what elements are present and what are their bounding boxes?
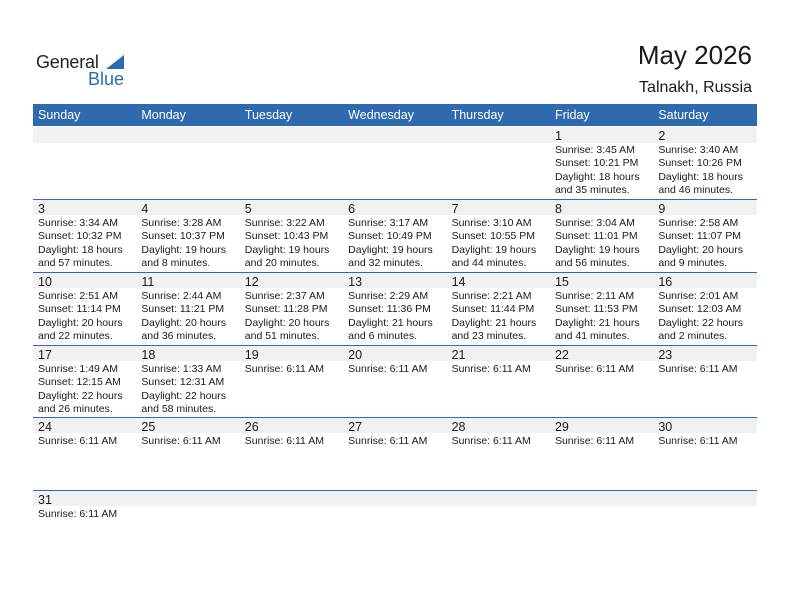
sun-info-line: Daylight: 18 hours: [658, 170, 743, 183]
day-number: 13: [348, 275, 363, 289]
sun-info-line: Sunrise: 3:45 AM: [554, 144, 635, 156]
day-number: 1: [554, 129, 562, 143]
sun-info-line: Sunset: 11:21 PM: [141, 303, 225, 316]
sun-info-line: and 51 minutes.: [244, 329, 320, 342]
day-cell-24: [33, 418, 136, 491]
weekday-friday: Friday: [554, 108, 590, 122]
sun-info-line: Sunset: 11:28 PM: [244, 303, 328, 316]
sun-info-line: and 23 minutes.: [451, 329, 527, 342]
sun-info-line: Sunset: 10:43 PM: [244, 230, 329, 243]
day-number: 16: [658, 275, 673, 289]
day-number: 22: [554, 348, 569, 362]
sun-info-line: Sunset: 11:53 PM: [554, 303, 638, 316]
sun-info-line: Sunset: 10:26 PM: [658, 157, 742, 170]
day-cell-11: [136, 273, 239, 346]
day-number: 19: [244, 348, 259, 362]
day-cell-18: [136, 346, 239, 418]
day-number: 17: [38, 348, 52, 362]
day-cell-30: [653, 418, 756, 491]
sun-info-line: Sunset: 11:44 PM: [451, 303, 535, 316]
sun-info-line: Daylight: 21 hours: [554, 316, 640, 329]
day-cell-26: [240, 418, 343, 491]
day-number: 10: [38, 275, 52, 289]
day-cell-8: [550, 200, 653, 273]
sun-info-line: Daylight: 18 hours: [38, 243, 123, 256]
day-cell-1: [550, 127, 653, 199]
sun-info-line: Sunset: 11:36 PM: [348, 303, 431, 316]
sun-info-line: Sunrise: 6:11 AM: [141, 435, 221, 447]
sun-info-line: and 58 minutes.: [141, 402, 217, 415]
sun-info-line: Daylight: 19 hours: [554, 243, 640, 256]
sun-info-line: Daylight: 21 hours: [348, 316, 433, 329]
page-title: May 2026: [637, 40, 752, 70]
day-number: 21: [451, 348, 466, 362]
sun-info-line: Sunset: 10:37 PM: [141, 230, 225, 243]
sun-info-line: and 2 minutes.: [658, 329, 728, 342]
day-cell-empty: [343, 127, 446, 199]
day-number: 3: [38, 202, 45, 216]
week-row: [33, 417, 757, 491]
sun-info-line: Sunrise: 6:11 AM: [348, 435, 428, 447]
sun-info-line: and 32 minutes.: [348, 256, 423, 269]
day-cell-17: [33, 346, 136, 418]
day-cell-10: [33, 273, 136, 346]
day-number: 5: [244, 202, 252, 216]
sun-info-line: Sunset: 11:07 PM: [658, 230, 742, 243]
weekday-monday: Monday: [141, 108, 186, 122]
sun-info-line: Sunrise: 2:37 AM: [244, 290, 325, 302]
day-number: 31: [38, 493, 52, 507]
sun-info-line: Sunrise: 6:11 AM: [451, 363, 531, 375]
day-cell-23: [653, 346, 756, 418]
day-number: 28: [451, 420, 466, 434]
sun-info-line: Sunrise: 6:11 AM: [38, 508, 118, 520]
week-row: [33, 345, 757, 418]
sun-info-line: and 41 minutes.: [554, 329, 630, 342]
sun-info-line: Daylight: 22 hours: [38, 389, 123, 402]
day-cell-9: [653, 200, 756, 273]
sun-info-line: Sunrise: 3:40 AM: [658, 144, 739, 156]
sun-info-line: Sunrise: 3:10 AM: [451, 217, 532, 229]
sun-info-line: Daylight: 22 hours: [658, 316, 743, 329]
logo-triangle-icon: [106, 55, 124, 69]
sun-info-line: Daylight: 20 hours: [38, 316, 123, 329]
day-number: 14: [451, 275, 466, 289]
day-cell-4: [136, 200, 239, 273]
day-cell-19: [240, 346, 343, 418]
sun-info-line: Sunset: 10:32 PM: [38, 230, 122, 243]
day-cell-28: [447, 418, 550, 491]
day-number: 11: [141, 275, 155, 289]
sun-info-line: Sunset: 12:31 AM: [141, 376, 225, 389]
sun-info-line: Sunrise: 3:34 AM: [38, 217, 118, 229]
day-number: 12: [244, 275, 259, 289]
sun-info-line: Sunrise: 2:21 AM: [451, 290, 532, 302]
sun-info-line: Sunrise: 3:22 AM: [244, 217, 325, 229]
day-cell-3: [33, 200, 136, 273]
sun-info-line: and 20 minutes.: [244, 256, 320, 269]
sun-info-line: Sunrise: 6:11 AM: [38, 435, 118, 447]
sun-info-line: and 44 minutes.: [451, 256, 527, 269]
logo-text-general: General: [36, 52, 99, 72]
sun-info-line: and 36 minutes.: [141, 329, 217, 342]
day-number: 23: [658, 348, 673, 362]
week-row: [33, 199, 757, 273]
sun-info-line: Sunrise: 1:49 AM: [38, 363, 118, 375]
sun-info-line: and 57 minutes.: [38, 256, 113, 269]
week-row: [33, 490, 757, 521]
sun-info-line: Sunrise: 6:11 AM: [348, 363, 428, 375]
logo-text-blue: Blue: [88, 69, 125, 89]
sun-info-line: Daylight: 22 hours: [141, 389, 227, 402]
sun-info-line: Sunset: 10:55 PM: [451, 230, 536, 243]
day-number: 24: [38, 420, 52, 434]
sun-info-line: Daylight: 18 hours: [554, 170, 640, 183]
day-number: 15: [554, 275, 569, 289]
day-cell-12: [240, 273, 343, 346]
sun-info-line: Sunrise: 2:01 AM: [658, 290, 739, 302]
weekday-sunday: Sunday: [38, 108, 81, 122]
sun-info-line: Sunrise: 3:04 AM: [554, 217, 635, 229]
sun-info-line: Sunrise: 6:11 AM: [658, 363, 738, 375]
day-number: 25: [141, 420, 156, 434]
day-cell-empty: [447, 127, 550, 199]
day-number: 4: [141, 202, 149, 216]
sun-info-line: and 35 minutes.: [554, 183, 630, 196]
day-number: 6: [348, 202, 356, 216]
day-cell-13: [343, 273, 446, 346]
sun-info-line: Sunrise: 6:11 AM: [658, 435, 738, 447]
sun-info-line: Sunrise: 2:51 AM: [38, 290, 118, 302]
sun-info-line: and 56 minutes.: [554, 256, 630, 269]
sun-info-line: and 22 minutes.: [38, 329, 113, 342]
day-cell-6: [343, 200, 446, 273]
sun-info-line: Daylight: 20 hours: [141, 316, 227, 329]
weekday-saturday: Saturday: [658, 108, 709, 122]
sun-info-line: Sunrise: 6:11 AM: [554, 435, 635, 447]
week-row: [33, 272, 757, 346]
sun-info-line: Sunrise: 1:33 AM: [141, 363, 222, 375]
sun-info-line: Sunset: 11:14 PM: [38, 303, 121, 316]
day-cell-20: [343, 346, 446, 418]
sun-info-line: Sunset: 12:15 AM: [38, 376, 121, 389]
sun-info-line: and 46 minutes.: [658, 183, 734, 196]
weekday-thursday: Thursday: [451, 108, 504, 122]
sun-info-line: Sunset: 12:03 AM: [658, 303, 742, 316]
sun-info-line: Daylight: 19 hours: [244, 243, 330, 256]
day-number: 18: [141, 348, 156, 362]
sun-info-line: and 6 minutes.: [348, 329, 418, 342]
sun-info-line: and 9 minutes.: [658, 256, 728, 269]
sun-info-line: and 26 minutes.: [38, 402, 113, 415]
sun-info-line: Sunrise: 3:28 AM: [141, 217, 222, 229]
sun-info-line: Sunset: 10:49 PM: [348, 230, 432, 243]
day-cell-empty: [136, 127, 239, 199]
day-number: 9: [658, 202, 666, 216]
weekday-header: [33, 104, 757, 126]
sun-info-line: Daylight: 19 hours: [348, 243, 433, 256]
day-number: 30: [658, 420, 673, 434]
sun-info-line: Sunrise: 2:44 AM: [141, 290, 222, 302]
sun-info-line: Sunrise: 2:11 AM: [554, 290, 635, 302]
sun-info-line: Sunrise: 6:11 AM: [244, 363, 324, 375]
day-cell-31: [33, 491, 136, 521]
day-cell-14: [447, 273, 550, 346]
day-cell-27: [343, 418, 446, 491]
sun-info-line: Sunset: 10:21 PM: [554, 157, 639, 170]
day-cell-25: [136, 418, 239, 491]
day-cell-16: [653, 273, 756, 346]
day-number: 20: [348, 348, 363, 362]
sun-info-line: Daylight: 20 hours: [244, 316, 330, 329]
day-cell-7: [447, 200, 550, 273]
sun-info-line: Sunrise: 3:17 AM: [348, 217, 429, 229]
sun-info-line: Daylight: 20 hours: [658, 243, 743, 256]
sun-info-line: Daylight: 19 hours: [141, 243, 227, 256]
sun-info-line: Sunset: 11:01 PM: [554, 230, 638, 243]
day-cell-22: [550, 346, 653, 418]
day-number: 27: [348, 420, 363, 434]
day-cell-empty: [33, 127, 136, 199]
location-subtitle: Talnakh, Russia: [639, 79, 752, 96]
weekday-wednesday: Wednesday: [348, 108, 414, 122]
day-number: 29: [554, 420, 569, 434]
sun-info-line: Daylight: 19 hours: [451, 243, 537, 256]
sun-info-line: Daylight: 21 hours: [451, 316, 537, 329]
sun-info-line: Sunrise: 2:58 AM: [658, 217, 739, 229]
day-cell-2: [653, 127, 756, 199]
day-number: 26: [244, 420, 259, 434]
brand-logo: [36, 52, 136, 92]
day-cell-21: [447, 346, 550, 418]
sun-info-line: Sunrise: 6:11 AM: [244, 435, 324, 447]
sun-info-line: Sunrise: 6:11 AM: [554, 363, 635, 375]
day-number: 2: [658, 129, 666, 143]
weekday-tuesday: Tuesday: [244, 108, 293, 122]
day-cell-29: [550, 418, 653, 491]
week-row: [33, 127, 757, 199]
day-number: 8: [554, 202, 562, 216]
day-cell-empty: [240, 127, 343, 199]
sun-info-line: Sunrise: 2:29 AM: [348, 290, 429, 302]
sun-info-line: and 8 minutes.: [141, 256, 211, 269]
day-cell-15: [550, 273, 653, 346]
day-number: 7: [451, 202, 459, 216]
sun-info-line: Sunrise: 6:11 AM: [451, 435, 531, 447]
day-cell-5: [240, 200, 343, 273]
